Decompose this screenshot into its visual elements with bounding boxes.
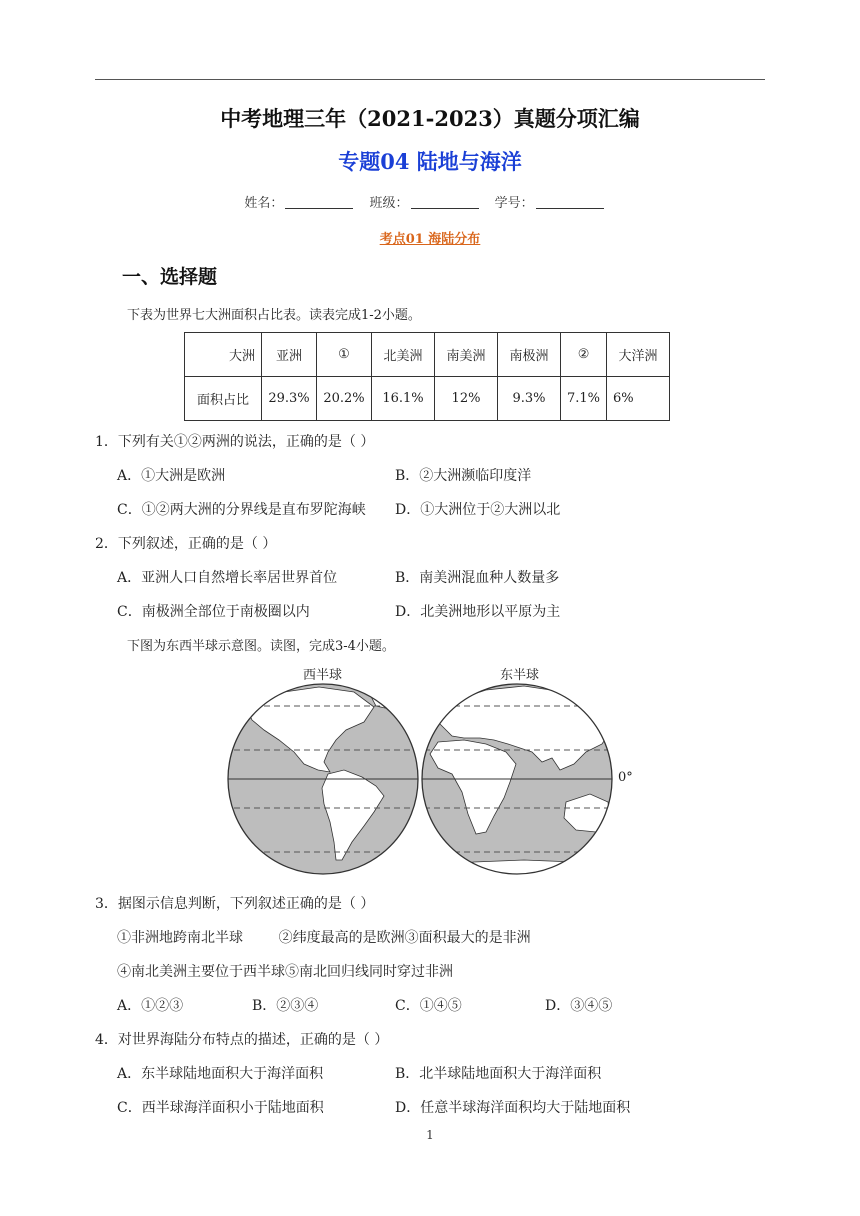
q3-option-a[interactable]: A．①②③ [117, 998, 184, 1014]
east-hemisphere-label: 东半球 [500, 668, 540, 683]
table-cell: 大洋洲 [607, 333, 670, 377]
table-row [185, 333, 670, 377]
question-3-stem: 3．据图示信息判断，下列叙述正确的是（ ） [95, 896, 375, 912]
table-cell: 29.3% [262, 377, 317, 421]
table-cell: 6% [607, 377, 670, 421]
antarctica-shape [424, 860, 614, 878]
table-cell: 南极洲 [498, 333, 561, 377]
table-cell: ② [561, 333, 607, 377]
header-rule [95, 79, 765, 80]
table-cell: 面积占比 [185, 377, 262, 421]
section-heading: 一、选择题 [122, 266, 218, 288]
q4-option-a[interactable]: A．东半球陆地面积大于海洋面积 [117, 1066, 324, 1082]
name-blank[interactable] [285, 208, 353, 209]
table-cell: 南美洲 [435, 333, 498, 377]
table-cell: 20.2% [317, 377, 372, 421]
q4-option-b[interactable]: B．北半球陆地面积大于海洋面积 [395, 1066, 602, 1082]
west-hemisphere [224, 682, 424, 878]
id-label: 学号： [494, 196, 534, 211]
page-title: 中考地理三年（2021-2023）真题分项汇编 [220, 106, 640, 131]
q3-option-b[interactable]: B．②③④ [252, 998, 319, 1014]
q2-option-b[interactable]: B．南美洲混血种人数量多 [395, 570, 560, 586]
q4-option-d[interactable]: D．任意半球海洋面积均大于陆地面积 [395, 1100, 631, 1116]
class-blank[interactable] [411, 208, 479, 209]
q3-option-d[interactable]: D．③④⑤ [545, 998, 613, 1014]
id-blank[interactable] [536, 208, 604, 209]
table-cell: ① [317, 333, 372, 377]
kaodian-heading: 考点01 海陆分布 [379, 232, 481, 247]
q1-option-c[interactable]: C．①②两大洲的分界线是直布罗陀海峡 [117, 502, 366, 518]
table-cell: 9.3% [498, 377, 561, 421]
name-label: 姓名： [244, 196, 284, 211]
table-cell: 12% [435, 377, 498, 421]
student-info-line [0, 192, 860, 211]
hemisphere-map [224, 682, 619, 878]
q1-option-d[interactable]: D．①大洲位于②大洲以北 [395, 502, 561, 518]
q3-option-c[interactable]: C．①④⑤ [395, 998, 462, 1014]
equator-label: 0° [618, 770, 633, 785]
west-hemisphere-label: 西半球 [303, 668, 343, 683]
question-4-stem: 4．对世界海陆分布特点的描述，正确的是（ ） [95, 1032, 389, 1048]
table-cell: 北美洲 [372, 333, 435, 377]
page-subtitle: 专题04 陆地与海洋 [338, 149, 522, 174]
question-2-stem: 2．下列叙述，正确的是（ ） [95, 536, 277, 552]
table-cell: 大洲 [185, 333, 262, 377]
table-intro: 下表为世界七大洲面积占比表。读表完成1-2小题。 [127, 308, 421, 323]
q1-option-a[interactable]: A．①大洲是欧洲 [117, 468, 226, 484]
east-hemisphere [414, 682, 619, 878]
table-cell: 亚洲 [262, 333, 317, 377]
q2-option-a[interactable]: A．亚洲人口自然增长率居世界首位 [117, 570, 338, 586]
q3-statement-line-2: ④南北美洲主要位于西半球⑤南北回归线同时穿过非洲 [117, 964, 453, 980]
q2-option-d[interactable]: D．北美洲地形以平原为主 [395, 604, 561, 620]
table-cell: 7.1% [561, 377, 607, 421]
class-label: 班级： [369, 196, 409, 211]
q4-option-c[interactable]: C．西半球海洋面积小于陆地面积 [117, 1100, 324, 1116]
table-row [185, 377, 670, 421]
page-number: 1 [426, 1128, 434, 1142]
q3-statement-line-1: ①非洲地跨南北半球 ②纬度最高的是欧洲③面积最大的是非洲 [117, 930, 531, 946]
continent-area-table [184, 332, 670, 421]
table-cell: 16.1% [372, 377, 435, 421]
question-1-stem: 1．下列有关①②两洲的说法，正确的是（ ） [95, 434, 375, 450]
q2-option-c[interactable]: C．南极洲全部位于南极圈以内 [117, 604, 310, 620]
q1-option-b[interactable]: B．②大洲濒临印度洋 [395, 468, 532, 484]
map-intro: 下图为东西半球示意图。读图，完成3-4小题。 [127, 639, 395, 654]
